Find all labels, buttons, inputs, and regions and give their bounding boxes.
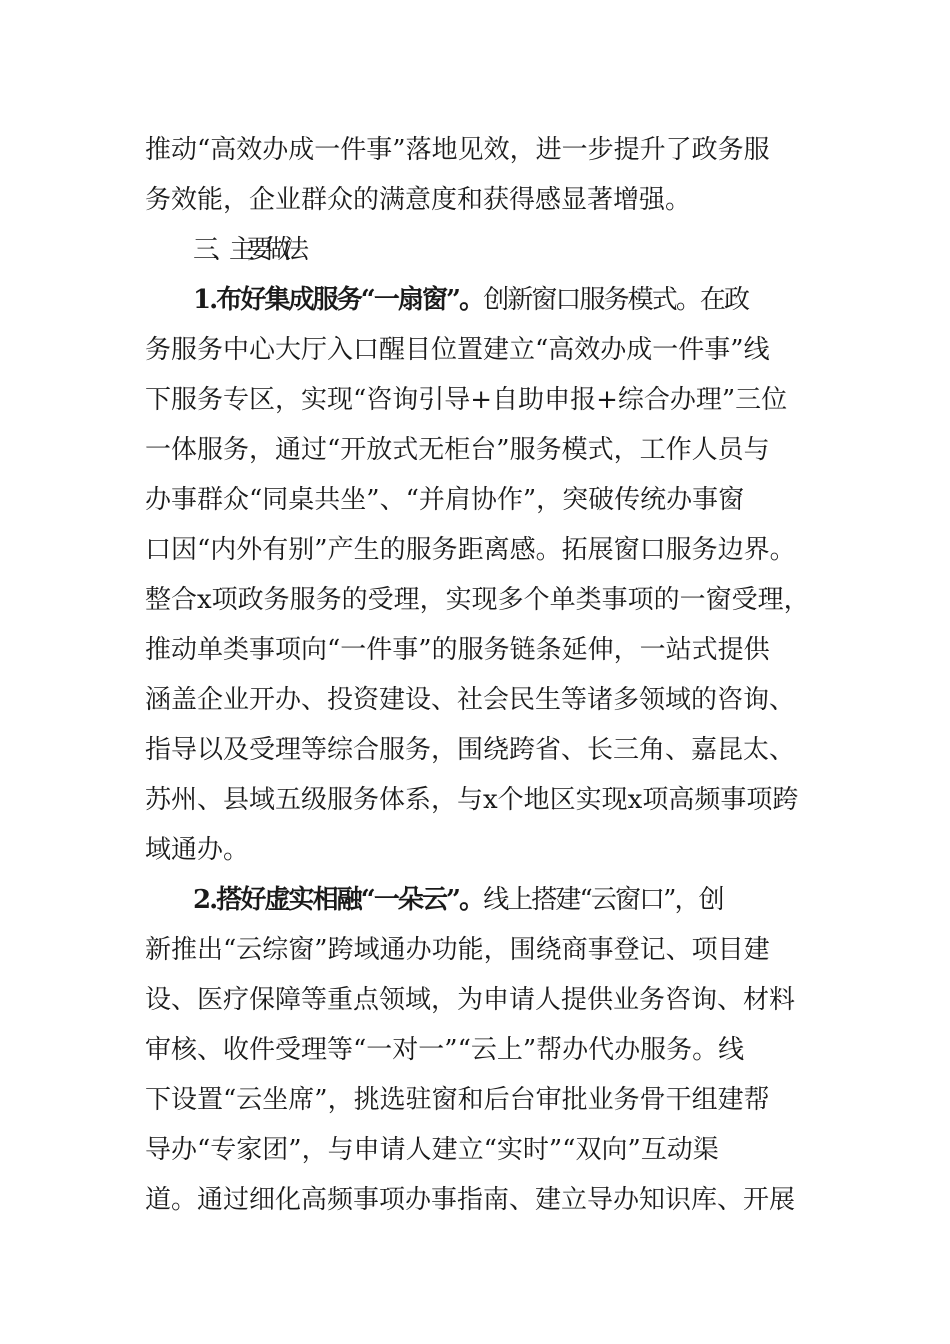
line-text: 域通办。 <box>145 835 250 865</box>
body-line <box>145 130 815 170</box>
line-text: 推动单类事项向“一件事”的服务链条延伸，一站式提供 <box>145 635 770 665</box>
body-line <box>145 730 815 770</box>
line-text: 口因“内外有别”产生的服务距离感。拓展窗口服务边界。 <box>145 535 796 565</box>
line-text: 办事群众“同桌共坐”、“并肩协作”，突破传统办事窗 <box>145 485 745 515</box>
line-text: 推动“高效办成一件事”落地见效，进一步提升了政务服 <box>145 135 770 165</box>
body-line <box>145 1080 815 1120</box>
body-line <box>145 1030 815 1070</box>
line-text: 务服务中心大厅入口醒目位置建立“高效办成一件事”线 <box>145 335 770 365</box>
line-text: 苏州、县域五级服务体系，与x个地区实现x项高频事项跨 <box>145 785 799 815</box>
paragraph-lead-heading: 2.搭好虚实相融“一朵云”。 <box>193 885 484 915</box>
line-text: 整合x项政务服务的受理，实现多个单类事项的一窗受理， <box>145 585 810 615</box>
line-text: 审核、收件受理等“一对一”“云上”帮办代办服务。线 <box>145 1035 745 1065</box>
line-text: 下设置“云坐席”，挑选驻窗和后台审批业务骨干组建帮 <box>145 1085 770 1115</box>
line-text: 务效能，企业群众的满意度和获得感显著增强。 <box>145 185 692 215</box>
body-line <box>145 580 815 620</box>
line-text: 一体服务，通过“开放式无柜台”服务模式，工作人员与 <box>145 435 770 465</box>
body-line <box>145 330 815 370</box>
line-text: 指导以及受理等综合服务，围绕跨省、长三角、嘉昆太、 <box>145 735 796 765</box>
line-text: 创新窗口服务模式。在政 <box>483 285 749 315</box>
line-text: 道。通过细化高频事项办事指南、建立导办知识库、开展 <box>145 1185 796 1215</box>
paragraph-first-line <box>193 280 863 320</box>
section-heading-text: 三、主要做法 <box>193 235 302 265</box>
body-line <box>145 380 815 420</box>
body-line <box>145 630 815 670</box>
body-line <box>145 980 815 1020</box>
body-line <box>145 830 815 870</box>
body-line <box>145 930 815 970</box>
line-text: 设、医疗保障等重点领域，为申请人提供业务咨询、材料 <box>145 985 796 1015</box>
section-heading <box>193 230 863 270</box>
body-line <box>145 1130 815 1170</box>
line-text: 涵盖企业开办、投资建设、社会民生等诸多领域的咨询、 <box>145 685 796 715</box>
line-text: 线上搭建“云窗口”，创 <box>483 885 723 915</box>
paragraph-first-line <box>193 880 863 920</box>
paragraph-lead-heading: 1.布好集成服务“一扇窗”。 <box>193 285 484 315</box>
body-line <box>145 1180 815 1220</box>
line-text: 下服务专区，实现“咨询引导+自助申报+综合办理”三位 <box>145 385 788 415</box>
line-text: 导办“专家团”，与申请人建立“实时”“双向”互动渠 <box>145 1135 719 1165</box>
body-line <box>145 780 815 820</box>
body-line <box>145 680 815 720</box>
line-text: 新推出“云综窗”跨域通办功能，围绕商事登记、项目建 <box>145 935 770 965</box>
body-line <box>145 180 815 220</box>
body-line <box>145 530 815 570</box>
body-line <box>145 430 815 470</box>
body-line <box>145 480 815 520</box>
